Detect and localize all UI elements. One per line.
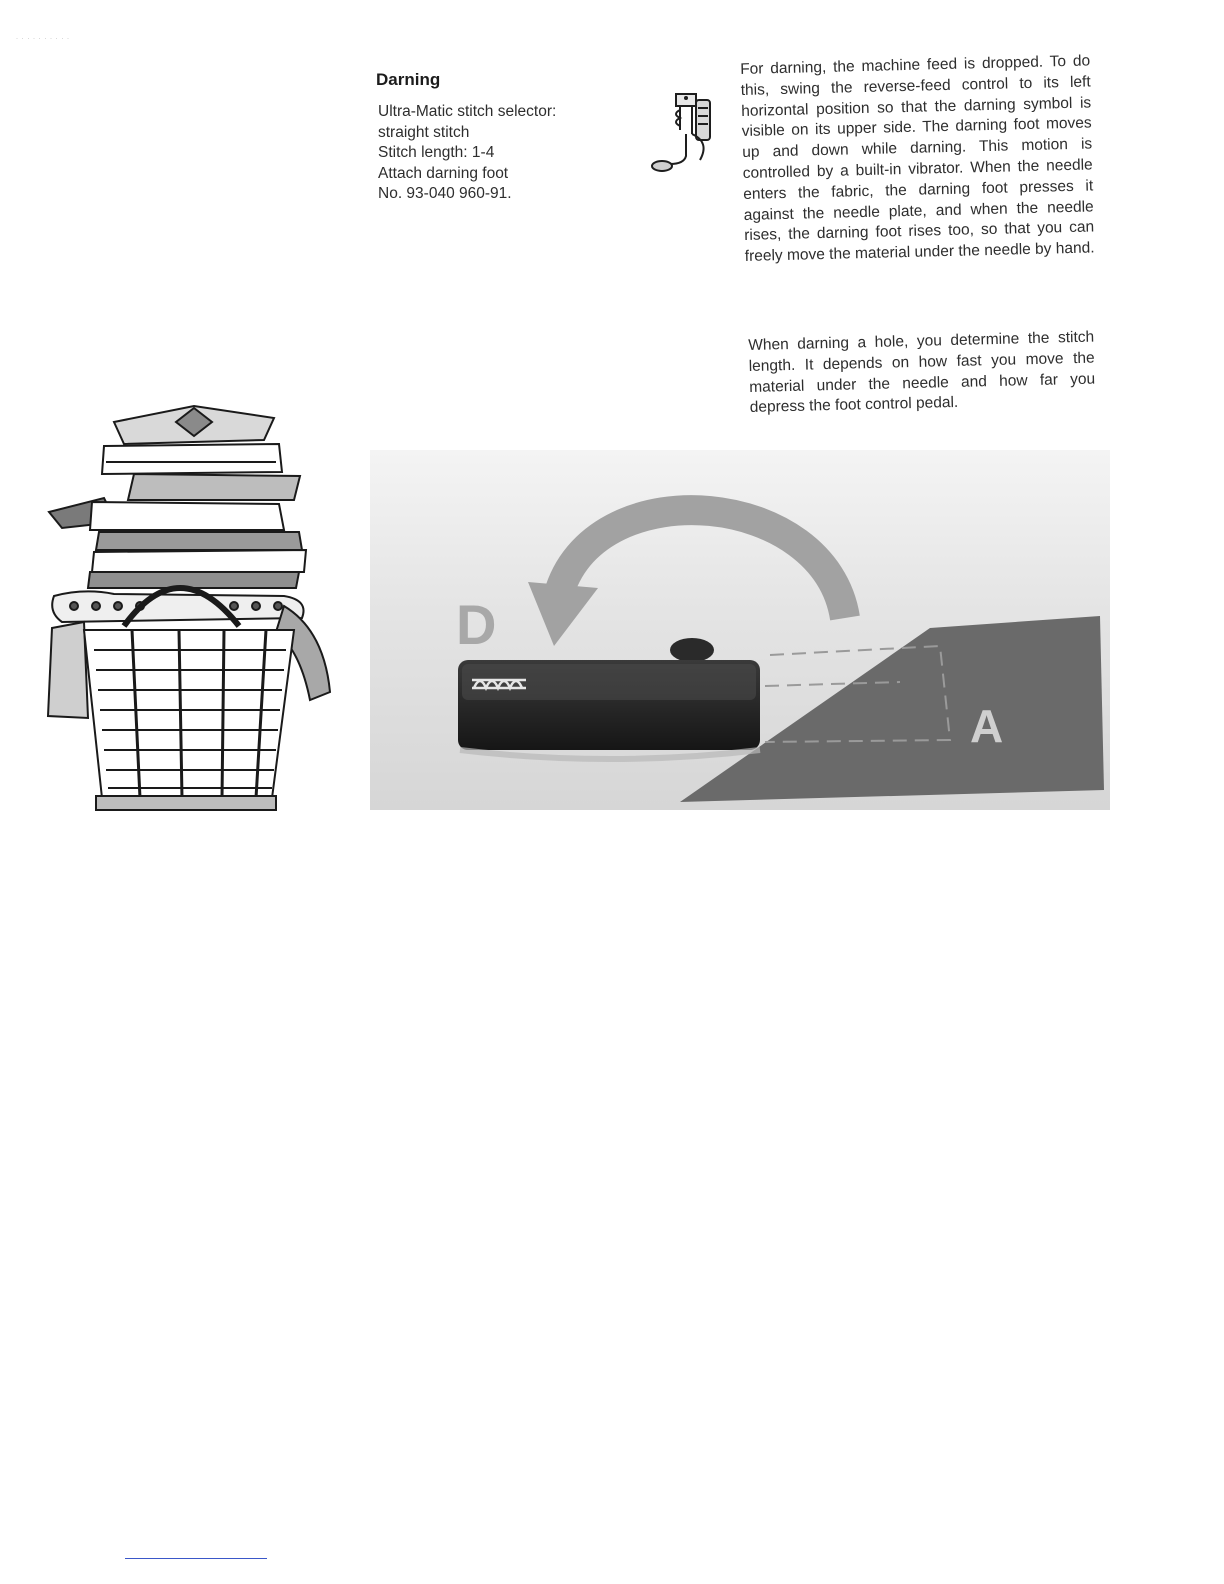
- reverse-feed-control-photo: [370, 450, 1110, 810]
- settings-line: Ultra-Matic stitch selector:: [378, 103, 557, 120]
- photo-label-d: D: [456, 593, 497, 656]
- body-paragraph: For darning, the machine feed is dropped. To do this, swing the reverse-feed control to its left horizontal position so that the darning symbol is visible on its upper side. The darning foot moves up and down while darning. This motion is controlled by a built-in vibrator. When the needle enters the fabric, the darning foot presses it against the needle plate, and when the needle rises, the darning foot rises too, so that you can freely move the material under the needle by hand.: [740, 52, 1095, 266]
- settings-line: straight stitch: [378, 123, 470, 141]
- settings-line: Stitch length: 1-4: [378, 144, 495, 161]
- settings-line: No. 93-040 960-91.: [378, 185, 512, 202]
- section-title: Darning: [376, 70, 441, 89]
- body-paragraph: When darning a hole, you determine the stitch length. It depends on how fast you move the material under the needle and how far you depress the foot control pedal.: [748, 328, 1096, 417]
- photo-label-a: A: [970, 700, 1004, 752]
- settings-list: [378, 102, 556, 205]
- scan-corner-mark: · · · · · · · · · ·: [16, 36, 70, 42]
- settings-line: Attach darning foot: [378, 164, 509, 182]
- mending-basket-illustration: [44, 400, 334, 820]
- underline-mark: [125, 1558, 267, 1559]
- darning-foot-icon: [650, 90, 718, 182]
